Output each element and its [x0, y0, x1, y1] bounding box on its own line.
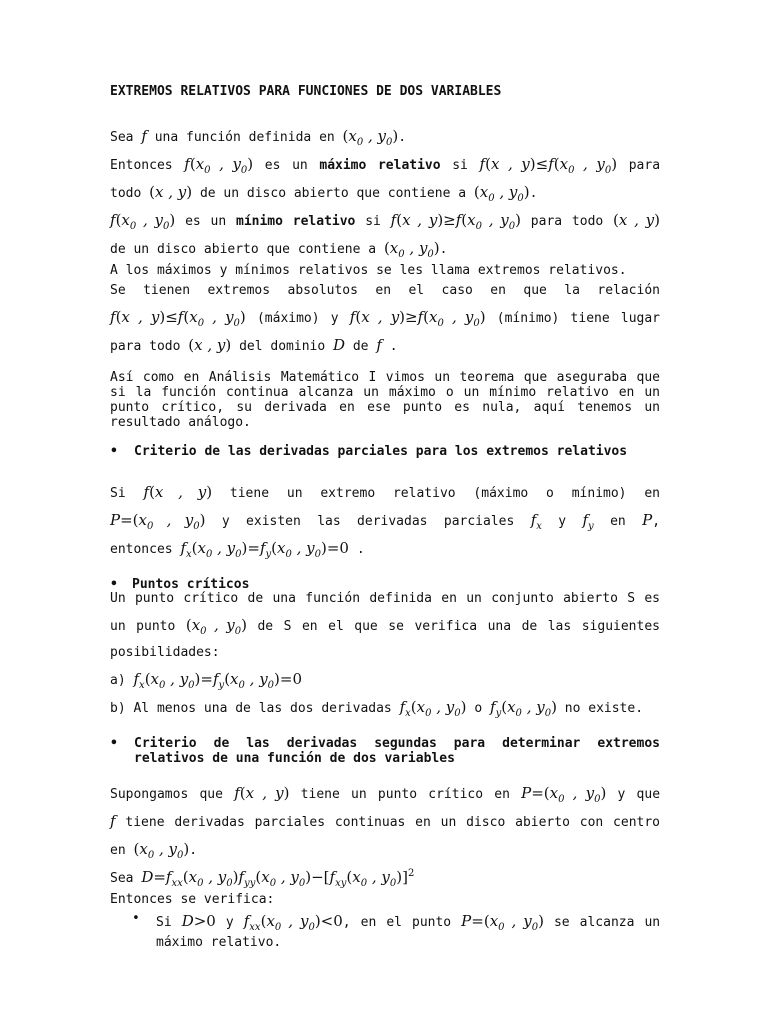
math-D-positive: D>0 — [181, 912, 216, 930]
paragraph-absolutos-3: para todo (x , y) del dominio D de f . — [110, 336, 398, 354]
math-gradient-zero: $f_x(x_0$ , $y_0)=f_y(x_0$ , $y_0)=0$ — [180, 539, 349, 560]
math-point-x0y0: ($x_0$ , $y_0$) — [473, 183, 530, 204]
paragraph-maximo-cont: todo (x , y) de un disco abierto que contiene a ($x_0$ , $y_0$). — [110, 183, 538, 204]
math-ineq-max: f(x , $y)\le f(x_0$ , $y_0$) — [479, 155, 618, 176]
math-D: D — [333, 336, 346, 354]
math-f-x0y0: $f(x_0$ , $y_0$) — [110, 211, 176, 232]
bullet-puntos-criticos: • Puntos críticos — [110, 577, 250, 592]
math-f: f — [141, 127, 147, 145]
paragraph-derivadas-continuas: f tiene derivadas parciales continuas en un disco abierto con centro en ($x_0$ , $y_0$). — [110, 812, 661, 861]
bullet-dot-icon: • — [110, 444, 118, 459]
paragraph-extremos: A los máximos y mínimos relativos se les llama extremos relativos. — [110, 263, 627, 278]
math-f-xy: f(x , y) — [234, 784, 290, 802]
paragraph-sea-D: Sea $D=f_{xx}(x_0$ , $y_0)f_{yy}(x_0$ , $y_0)-[f_{xy}(x_0$ , $y_0)]^2$ — [110, 868, 415, 889]
math-gradient-zero: $f_x(x_0$ , $y_0)=f_y(x_0$ , $y_0)=0$ — [133, 670, 303, 691]
math-P-point: $P=(x_0$ , $y_0$) — [521, 784, 607, 805]
math-point-x0y0: ($x_0$ , $y_0$) — [342, 127, 399, 148]
paragraph-minimo-cont: de un disco abierto que contiene a ($x_0$ , $y_0$). — [110, 239, 448, 260]
bullet-dot-icon: • — [132, 911, 140, 926]
math-f-xy: f(x , y) — [143, 483, 213, 501]
math-xy: (x , y) — [613, 211, 660, 229]
math-f-x0y0: $f(x_0$ , $y_0$) — [184, 155, 254, 176]
math-fy: $f_y$ — [582, 511, 594, 532]
paragraph-si-extremo: Si f(x , y) tiene un extremo relativo (máximo o mínimo) en — [110, 483, 660, 501]
math-ineq-min: f(x , $y)\ge f(x_0$ , $y_0$) — [390, 211, 521, 232]
math-discriminant: $D=f_{xx}(x_0$ , $y_0)f_{yy}(x_0$ , $y_0)-[f_{xy}(x_0$ , $y_0)]^2$ — [141, 868, 415, 889]
math-ineq-max: f(x , $y)\le f(x_0$ , $y_0$) — [110, 308, 246, 329]
paragraph-si-extremo-2: $P=(x_0$ , $y_0$) y existen las derivadas parciales $f_x$ y $f_y$ en P, — [110, 511, 661, 532]
page-title: EXTREMOS RELATIVOS PARA FUNCIONES DE DOS VARIABLES — [110, 84, 502, 99]
paragraph-entonces-verifica: Entonces se verifica: — [110, 892, 275, 907]
bullet-criterio-segundas: • Criterio de las derivadas segundas para determinar extremos relativos de una función de dos variables — [110, 736, 660, 766]
math-point-x0y0: ($x_0$ , $y_0$) — [383, 239, 440, 260]
math-point-x0y0: ($x_0$ , $y_0$) — [185, 616, 247, 637]
paragraph-punto-critico: Un punto crítico de una función definida en un conjunto abierto S es un punto ($x_0$ , $y_0$) de S en el que se verifica una de las siguientes posibilidades: — [110, 591, 660, 660]
math-xy: (x , y) — [149, 183, 193, 201]
paragraph-maximo: Entonces $f(x_0$ , $y_0$) es un máximo relativo si f(x , $y)\le f(x_0$ , $y_0$) para — [110, 155, 661, 176]
math-f: f — [110, 812, 116, 830]
bullet-maximo-relativo: • Si D>0 y $f_{xx}(x_0$ , $y_0)<0$, en el punto $P=(x_0$ , $y_0$) se alcanza un máximo relativo. — [132, 911, 660, 953]
math-P-point: $P=(x_0$ , $y_0$) — [461, 912, 544, 933]
math-P-point: $P=(x_0$ , $y_0$) — [110, 511, 206, 532]
paragraph-definition: Sea f una función definida en ($x_0$ , $y_0$). — [110, 127, 407, 148]
bullet-dot-icon: • — [110, 577, 118, 592]
paragraph-entonces: entonces $f_x(x_0$ , $y_0)=f_y(x_0$ , $y_0)=0$ . — [110, 539, 365, 560]
math-P: P — [642, 511, 653, 529]
math-f: f — [376, 336, 382, 354]
paragraph-minimo: $f(x_0$ , $y_0$) es un mínimo relativo si f(x , $y)\ge f(x_0$ , $y_0$) para todo (x , y) — [110, 211, 660, 232]
math-fy-x0y0: $f_y(x_0$ , $y_0$) — [490, 698, 557, 719]
paragraph-absolutos-2: f(x , $y)\le f(x_0$ , $y_0$) (máximo) y f(x , $y)\ge f(x_0$ , $y_0$) (mínimo) tiene lugar — [110, 308, 661, 329]
paragraph-supongamos: Supongamos que f(x , y) tiene un punto crítico en $P=(x_0$ , $y_0$) y que — [110, 784, 661, 805]
math-fx: $f_x$ — [530, 511, 542, 532]
math-ineq-min: f(x , $y)\ge f(x_0$ , $y_0$) — [349, 308, 486, 329]
paragraph-opcion-a: a) $f_x(x_0$ , $y_0)=f_y(x_0$ , $y_0)=0$ — [110, 670, 303, 691]
paragraph-opcion-b: b) Al menos una de las dos derivadas $f_x(x_0$ , $y_0$) o $f_y(x_0$ , $y_0$) no existe. — [110, 698, 644, 719]
bullet-criterio-parciales: • Criterio de las derivadas parciales para los extremos relativos — [110, 444, 628, 459]
bullet-dot-icon: • — [110, 736, 118, 751]
math-xy: (x , y) — [188, 336, 232, 354]
math-fxx-negative: $f_{xx}(x_0$ , $y_0)<0$ — [243, 912, 343, 933]
math-fx-x0y0: $f_x(x_0$ , $y_0$) — [399, 698, 467, 719]
paragraph-analogo: Así como en Análisis Matemático I vimos un teorema que aseguraba que si la función continua alcanza un máximo o un mínimo relativo en un punto crítico, su derivada en ese punto es nula, aquí tenemos un resultado análogo. — [110, 370, 660, 430]
paragraph-absolutos-1: Se tienen extremos absolutos en el caso en que la relación — [110, 283, 660, 298]
math-point-x0y0: ($x_0$ , $y_0$) — [133, 840, 190, 861]
